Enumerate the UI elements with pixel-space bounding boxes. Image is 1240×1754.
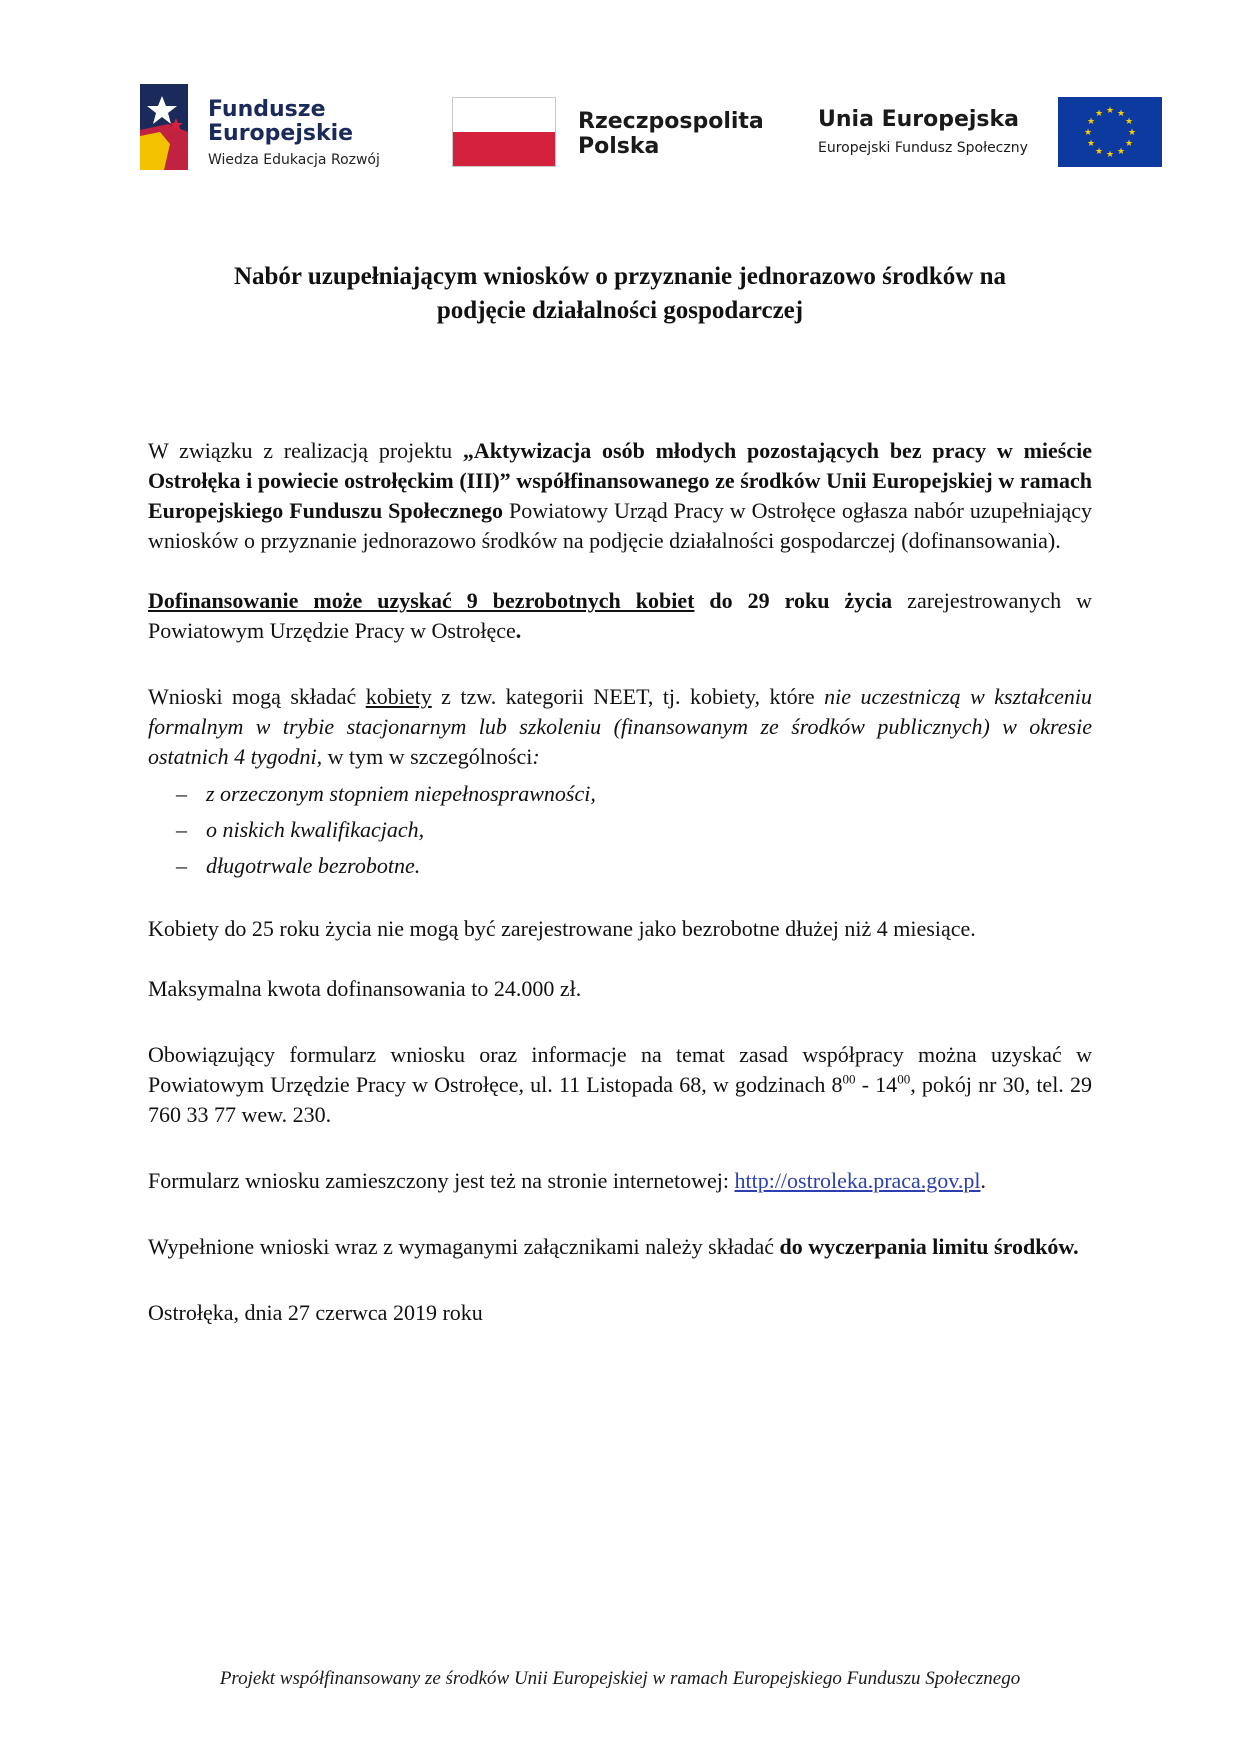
list-item [148, 776, 1092, 812]
flag-white-band [453, 98, 555, 132]
title-line2: podjęcie działalności gospodarczej [436, 297, 804, 324]
contact-sep: - 14 [855, 1072, 898, 1097]
date-line: Ostrołęka, dnia 27 czerwca 2019 roku [148, 1300, 483, 1325]
unia-europejska-text [818, 107, 1028, 156]
document-body [148, 436, 1092, 1328]
svg-text:★: ★ [1105, 150, 1115, 160]
contact-text1: Obowiązujący formularz wniosku oraz informacje na temat zasad współpracy można uzyskać w Powiatowym Urzędzie Pracy w Ostrołęce, ul. 11 Listopada 68, w godzinach 8 [148, 1042, 1092, 1097]
submission-deadline: do wyczerpania limitu środków. [779, 1234, 1079, 1259]
rp-line2: Polska [578, 134, 660, 159]
list-dash: – [176, 817, 187, 842]
rzeczpospolita-polska-text [578, 109, 764, 159]
svg-text:★: ★ [1124, 117, 1134, 127]
fe-name-line1: Fundusze [208, 97, 326, 122]
svg-text:★: ★ [1086, 117, 1096, 127]
svg-text:★: ★ [1086, 139, 1096, 149]
funding-paragraph [148, 586, 1092, 646]
fundusze-europejskie-text [208, 98, 380, 168]
title-line1: Nabór uzupełniającym wniosków o przyznanie jednorazowo środków na [233, 263, 1007, 290]
funding-bold-rest: do 29 roku życia [694, 588, 893, 613]
form-online-period: . [980, 1168, 986, 1193]
eligibility-tail: w tym w szczególności [322, 744, 533, 769]
rp-line1: Rzeczpospolita [578, 109, 764, 134]
list-item [148, 848, 1092, 884]
page-footer: Projekt współfinansowany ze środków Unii Europejskiej w ramach Europejskiego Funduszu Społecznego [219, 1668, 1021, 1689]
svg-text:★: ★ [1124, 139, 1134, 149]
fundusze-europejskie-icon [140, 84, 188, 170]
unia-europejska-logo [810, 97, 1190, 169]
eligibility-list [148, 776, 1092, 884]
list-item-text: o niskich kwalifikacjach, [206, 817, 425, 842]
intro-lead: W związku z realizacją projektu [148, 438, 463, 463]
hours-from-minutes: 00 [842, 1071, 856, 1087]
contact-text2: , pokój nr 30, tel. 29 760 33 77 wew. 230. [148, 1072, 1092, 1127]
fe-name-line2: Europejskie [208, 121, 354, 146]
contact-paragraph [148, 1040, 1092, 1130]
intro-paragraph [148, 436, 1092, 556]
form-online-paragraph [148, 1166, 1092, 1196]
flag-red-band [453, 132, 555, 166]
eligibility-italic: nie uczestniczą w kształceniu formalnym w trybie stacjonarnym lub szkoleniu (finansowanym ze środków publicznych) w okresie ostatnich 4 tygodni, [148, 684, 1092, 769]
rzeczpospolita-polska-logo [452, 97, 772, 169]
list-item-text: długotrwale bezrobotne. [206, 853, 421, 878]
ue-fund: Europejski Fundusz Społeczny [818, 140, 1028, 156]
fe-tagline: Wiedza Edukacja Rozwój [208, 152, 380, 168]
list-item-text: z orzeczonym stopniem niepełnosprawności, [206, 781, 596, 806]
svg-text:★: ★ [1094, 109, 1104, 119]
funding-normal: zarejestrowanych w Powiatowym Urzędzie Pracy w Ostrołęce [148, 588, 1092, 643]
svg-text:★: ★ [1116, 147, 1126, 157]
eligibility-underlined: kobiety [365, 684, 432, 709]
svg-text:★: ★ [1127, 128, 1137, 138]
form-online-text: Formularz wniosku zamieszczony jest też na stronie internetowej: [148, 1168, 735, 1193]
intro-rest: Powiatowy Urząd Pracy w Ostrołęce ogłasza nabór uzupełniający wniosków o przyznanie jednorazowo środków na podjęcie działalności gospodarczej (dofinansowania). [148, 498, 1092, 553]
funding-underlined: Dofinansowanie może uzyskać 9 bezrobotnych kobiet [148, 588, 695, 613]
fundusze-europejskie-logo [140, 84, 400, 174]
eligibility-middle: z tzw. kategorii NEET, tj. kobiety, które [431, 684, 825, 709]
polish-flag-icon [452, 97, 556, 167]
eligibility-lead: Wnioski mogą składać [148, 684, 366, 709]
svg-text:★: ★ [1105, 106, 1115, 116]
ue-name: Unia Europejska [818, 107, 1020, 132]
hours-to-minutes: 00 [897, 1071, 911, 1087]
document-title [140, 260, 1100, 328]
svg-text:★: ★ [1094, 147, 1104, 157]
submission-text: Wypełnione wnioski wraz z wymaganymi załącznikami należy składać [148, 1234, 780, 1259]
max-amount-paragraph: Maksymalna kwota dofinansowania to 24.000 zł. [148, 976, 582, 1001]
eu-flag-icon [1058, 97, 1162, 167]
svg-text:★: ★ [1083, 128, 1093, 138]
age-note-paragraph: Kobiety do 25 roku życia nie mogą być zarejestrowane jako bezrobotne dłużej niż 4 miesiące. [148, 916, 976, 941]
svg-text:★: ★ [1116, 109, 1126, 119]
list-dash: – [176, 781, 187, 806]
funding-period: . [515, 618, 522, 643]
submission-paragraph [148, 1232, 1092, 1262]
pup-website-link[interactable]: http://ostroleka.praca.gov.pl [734, 1168, 981, 1193]
eligibility-colon: : [532, 744, 540, 769]
list-item [148, 812, 1092, 848]
list-dash: – [176, 853, 187, 878]
project-name: „Aktywizacja osób młodych pozostających bez pracy w mieście Ostrołęka i powiecie ostrołęckim (III)” współfinansowanego ze środków Unii Europejskiej w ramach Europejskiego Funduszu Społecznego [148, 438, 1092, 523]
eligibility-paragraph [148, 682, 1092, 772]
logo-bar [0, 0, 1240, 200]
